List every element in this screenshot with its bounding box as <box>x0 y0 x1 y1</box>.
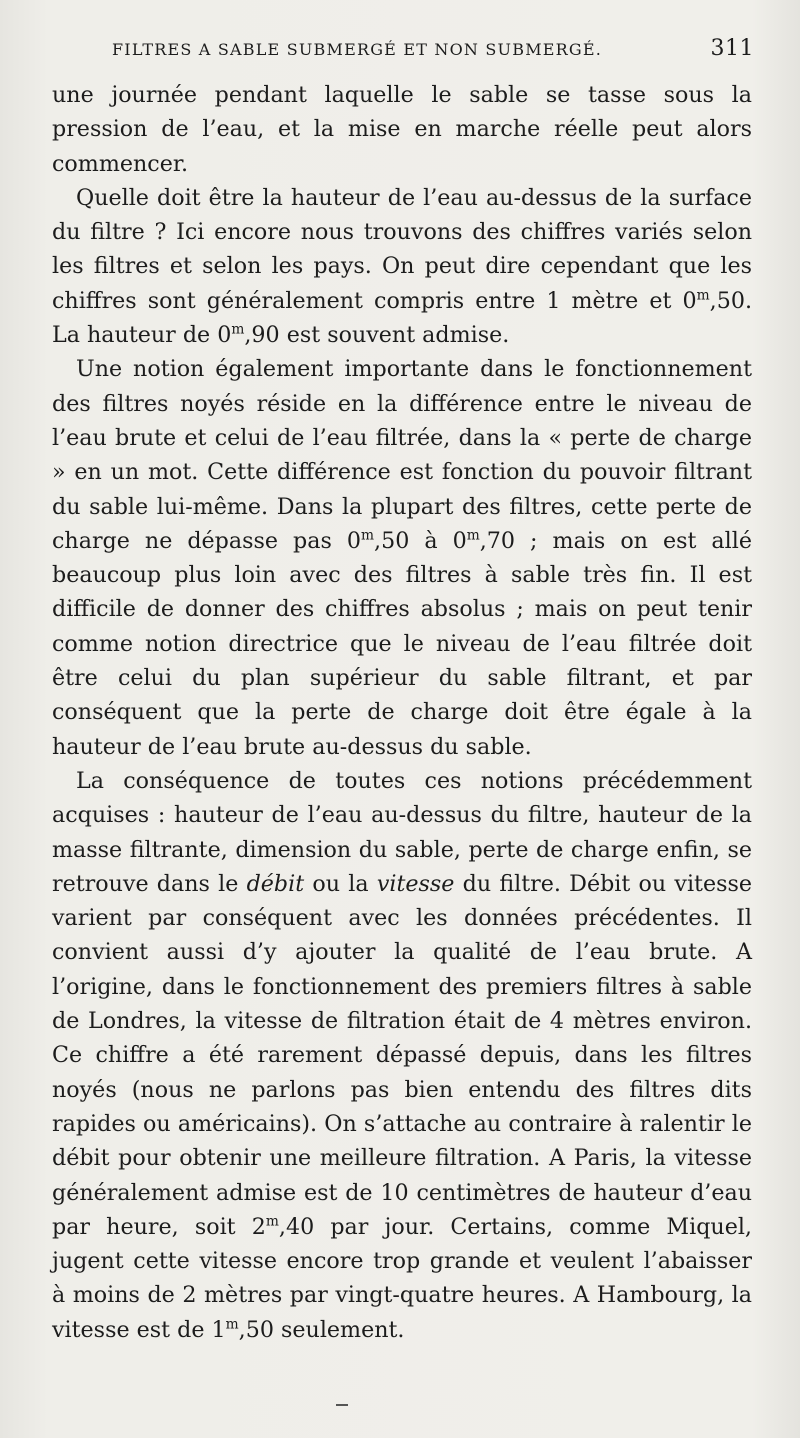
superscript-unit: m <box>225 1316 239 1333</box>
emphasized-term: débit <box>246 870 305 897</box>
page-number: 311 <box>710 36 754 61</box>
paragraph <box>52 78 752 181</box>
running-title: FILTRES A SABLE SUBMERGÉ ET NON SUBMERGÉ. <box>112 40 603 59</box>
superscript-unit: m <box>265 1213 279 1230</box>
text-run: Une notion également importante dans le fonctionnement des filtres noyés réside en la différence entre le niveau de l’eau brute et celui de l’eau filtrée, dans la « perte de charge » en un mot. Cette différence est fonction du pouvoir filtrant du sable lui-même. Dans la plupart des filtres, cette perte de charge ne dépasse pas 0 <box>52 356 752 554</box>
superscript-unit: m <box>231 321 245 338</box>
page-header <box>112 36 754 68</box>
text-run: une journée pendant laquelle le sable se tasse sous la pression de l’eau, et la mise en marche réelle peut alors commencer. <box>52 82 752 177</box>
emphasized-term: vitesse <box>376 870 455 897</box>
paragraph <box>52 764 752 1347</box>
superscript-unit: m <box>696 287 710 304</box>
text-run: ,50 à 0 <box>374 527 467 554</box>
text-run: ,50. La hauteur de 0 <box>52 287 752 349</box>
paragraph <box>52 352 752 764</box>
text-run: Quelle doit être la hauteur de l’eau au-dessus de la surface du filtre ? Ici encore nous trouvons des chiffres variés selon les filtres et selon les pays. On peut dire cependant que les chiffres sont généralement compris entre 1 mètre et 0 <box>52 184 752 314</box>
superscript-unit: m <box>466 527 480 544</box>
paragraph <box>52 181 752 352</box>
text-run: ,40 par jour. Certains, comme Miquel, jugent cette vitesse encore trop grande et veulent l’abaisser à moins de 2 mètres par vingt-quatre heures. A Hambourg, la vitesse est de 1 <box>52 1213 752 1343</box>
footer-mark <box>336 1404 348 1406</box>
text-run: ,70 ; mais on est allé beaucoup plus loin avec des filtres à sable très fin. Il est difficile de donner des chiffres absolus ; mais on peut tenir comme notion directrice que le niveau de l’eau filtrée doit être celui du plan supérieur du sable filtrant, et par conséquent que la perte de charge doit être égale à la hauteur de l’eau brute au-dessus du sable. <box>52 527 752 760</box>
text-run: La conséquence de toutes ces notions précédemment acquises : hauteur de l’eau au-dessus du filtre, hauteur de la masse filtrante, dimension du sable, perte de charge enfin, se retrouve dans le <box>52 767 752 897</box>
superscript-unit: m <box>360 527 375 544</box>
text-run: ,90 est souvent admise. <box>244 322 510 349</box>
body-text <box>52 78 752 1347</box>
text-run: ,50 seulement. <box>238 1316 405 1343</box>
text-run: du filtre. Débit ou vitesse varient par conséquent avec les données précédentes. Il convient aussi d’y ajouter la qualité de l’eau brute. A l’origine, dans le fonctionnement des premiers filtres à sable de Londres, la vitesse de filtration était de 4 mètres environ. Ce chiffre a été rarement dépassé depuis, dans les filtres noyés (nous ne parlons pas bien entendu des filtres dits rapides ou américains). On s’attache au contraire à ralentir le débit pour obtenir une meilleure filtration. A Paris, la vitesse généralement admise est de 10 centimètres de hauteur d’eau par heure, soit 2 <box>52 870 752 1240</box>
text-run: ou la <box>304 870 377 897</box>
